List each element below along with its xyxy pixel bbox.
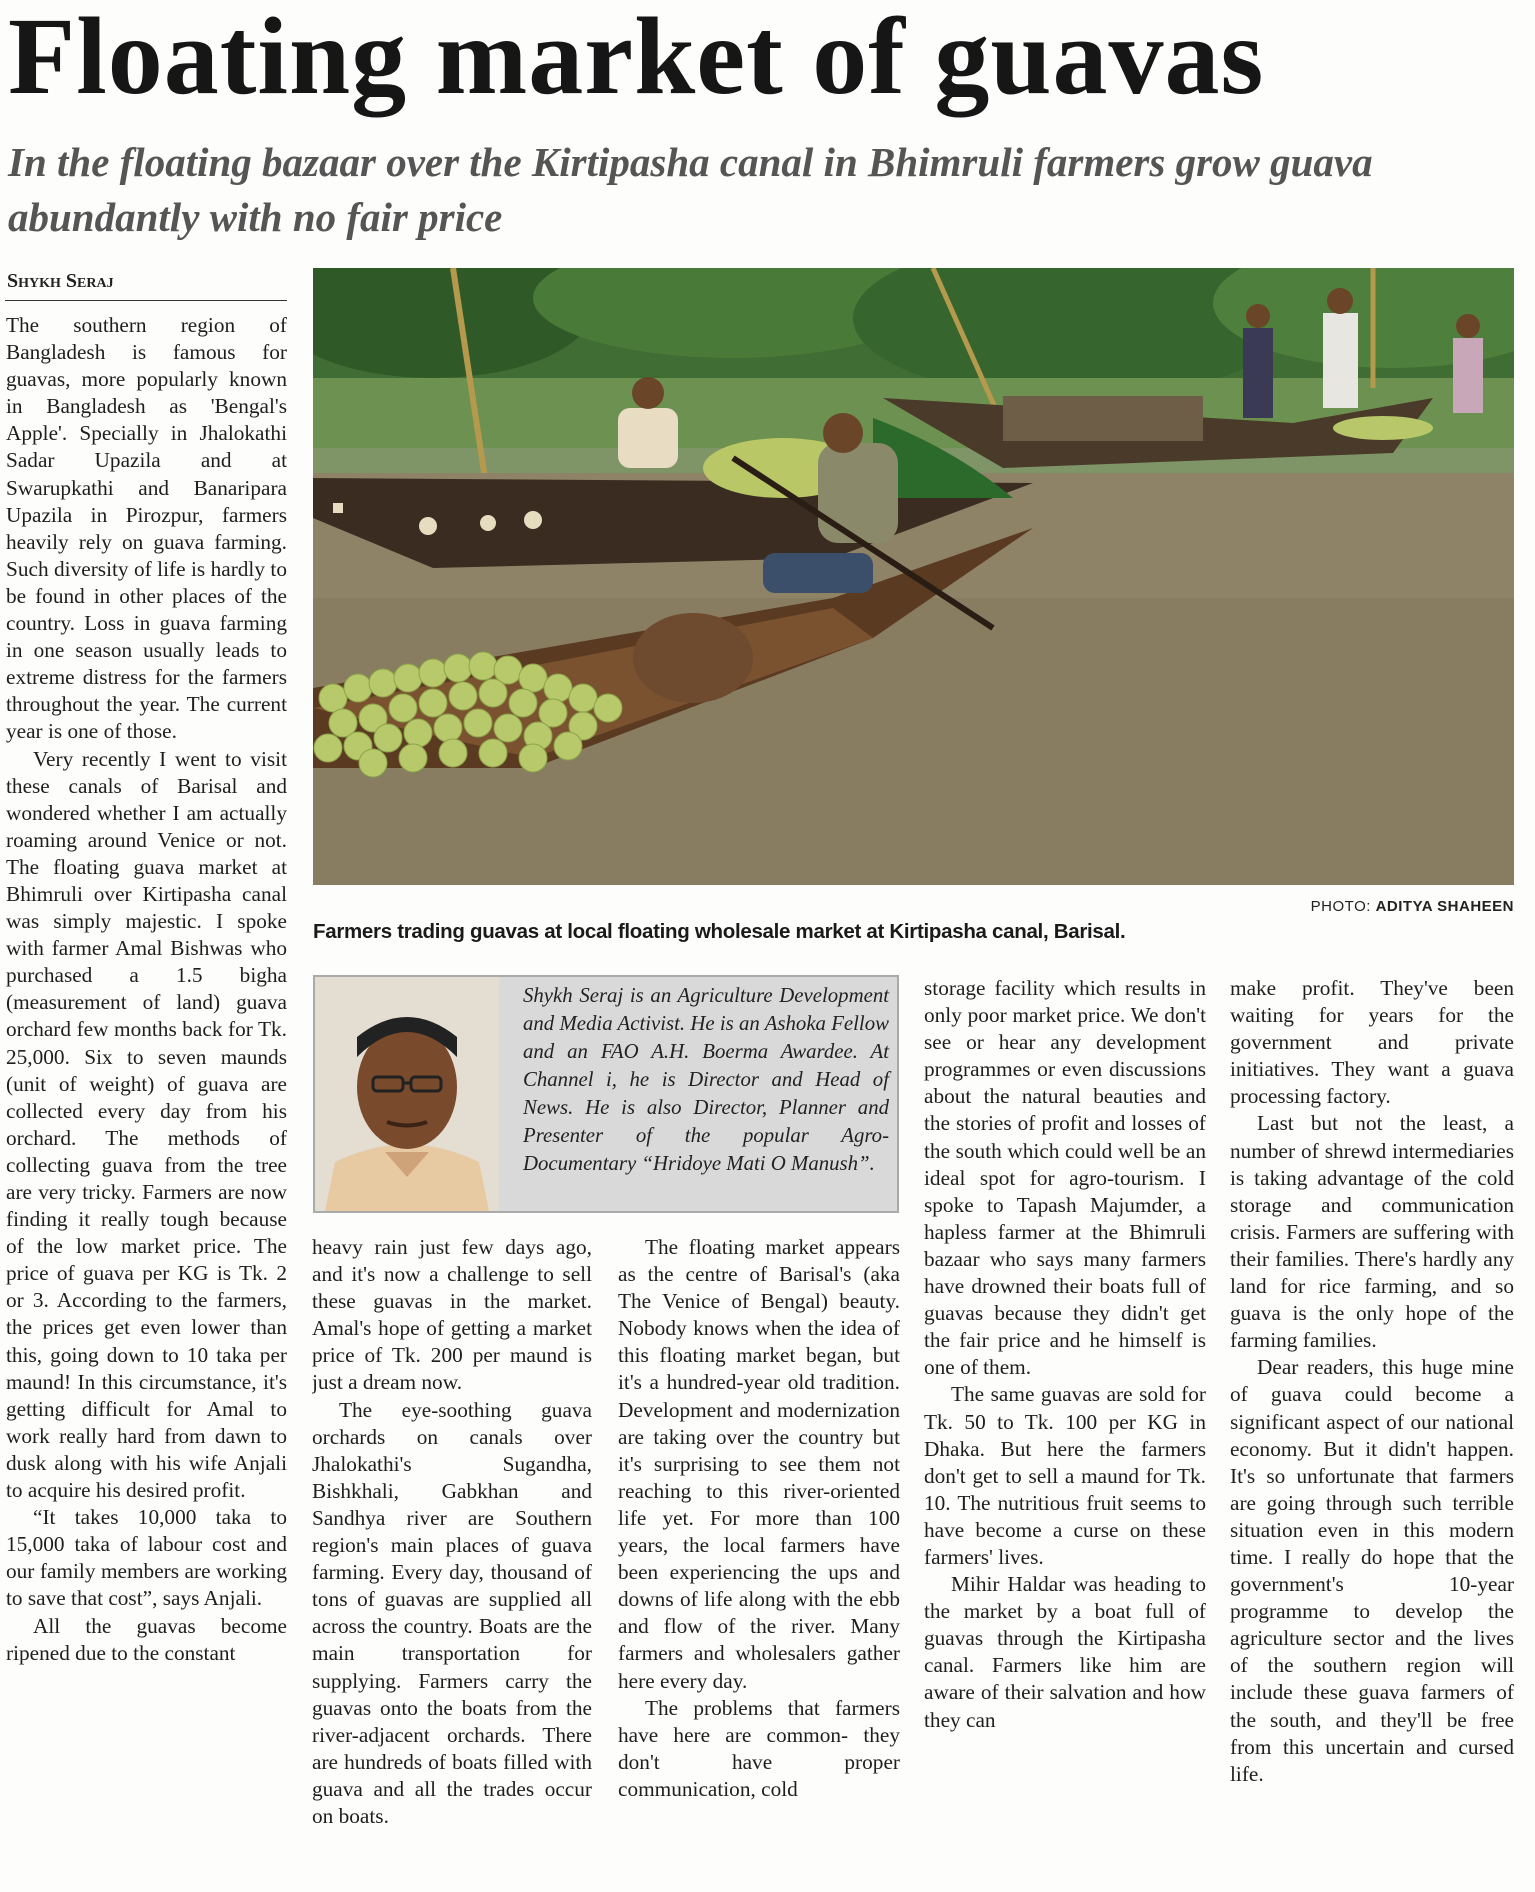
photo-credit (1100, 898, 1514, 915)
photo-credit-name: ADITYA SHAHEEN (1375, 898, 1514, 915)
paragraph: Mihir Haldar was heading to the market by a boat full of guavas through the Kirtipasha canal. Farmers like him are aware of their salvation and how they can (924, 1572, 1206, 1732)
author-info-box (313, 975, 899, 1213)
article-column-3 (618, 1234, 900, 1884)
photo-caption: Farmers trading guavas at local floating wholesale market at Kirtipasha canal, Barisal. (313, 920, 1126, 943)
photo-illustration (313, 268, 1514, 885)
paragraph: The problems that farmers have here are common- they don't have proper communication, cold (618, 1695, 900, 1801)
paragraph: All the guavas become ripened due to the constant (6, 1613, 287, 1665)
paragraph: Very recently I went to visit these canals of Barisal and wondered whether I am actually roaming around Venice or not. The floating guava market at Bhimruli over Kirtipasha canal was simply majestic. I spoke with farmer Amal Bishwas who purchased a 1.5 bigha (measurement of land) guava orchard few months back for Tk. 25,000. Six to seven maunds (unit of weight) of guava are collected every day from his orchard. The methods of collecting guava from the tree are very tricky. Farmers are now finding it really tough because of the low market price. The price of guava per KG is Tk. 2 or 3. According to the farmers, the prices get even lower than this, going down to 10 taka per maund! In this circumstance, it's getting difficult for Amal to work really hard from dawn to dusk along with his wife Anjali to acquire his desired profit. (6, 746, 287, 1503)
paragraph: storage facility which results in only poor market price. We don't see or hear any development programmes or even discussions about the natural beauties and the stories of profit and losses of the south which could well be an ideal spot for agro-tourism. I spoke to Tapash Majumder, a hapless farmer at the Bhimruli bazaar who says many farmers have drowned their boats full of guavas because they didn't get the fair price and he himself is one of them. (924, 976, 1206, 1380)
byline: Shykh Seraj (7, 270, 114, 292)
article-column-5 (1230, 975, 1514, 1885)
paragraph: Last but not the least, a number of shrewd intermediaries is taking advantage of the cold storage and communication crisis. Farmers are suffering with their families. There's hardly any land for rice farming, and so guava is the only hope of the farming families. (1230, 1111, 1514, 1353)
headline: Floating market of guavas (8, 0, 1265, 117)
article-column-2 (312, 1234, 592, 1884)
paragraph: The floating market appears as the centre of Barisal's (aka The Venice of Bengal) beauty. Nobody knows when the idea of this floating market began, but it's a hundred-year old tradition. Development and modernization are taking over the country but it's surprising to see them not reaching to this river-oriented life yet. For more than 100 years, the local farmers have been experiencing the ups and downs of life along with the ebb and flow of the river. Many farmers and wholesalers gather here every day. (618, 1235, 900, 1693)
main-photo-floating-market (313, 268, 1514, 885)
photo-credit-label: PHOTO: (1310, 898, 1371, 915)
author-bio: Shykh Seraj is an Agriculture Development and Media Activist. He is an Ashoka Fellow and an FAO A.H. Boerma Awardee. At Channel i, he is Director and Head of News. He is also Director, Planner and Presenter of the popular Agro-Documentary “Hridoye Mati O Manush”. (523, 984, 889, 1175)
paragraph: The eye-soothing guava orchards on canals over Jhalokathi's Sugandha, Bishkhali, Gabkhan and Sandhya river are Southern region's main places of guava farming. Every day, thousand of tons of guavas are supplied all across the country. Boats are the main transportation for supplying. Farmers carry the guavas onto the boats from the river-adjacent orchards. There are hundreds of boats filled with guava and all the trades occur on boats. (312, 1397, 592, 1828)
paragraph: heavy rain just few days ago, and it's now a challenge to sell these guavas in the market. Amal's hope of getting a market price of Tk. 200 per maund is just a dream now. (312, 1235, 592, 1395)
paragraph: The southern region of Bangladesh is famous for guavas, more popularly known in Bangladesh as 'Bengal's Apple'. Specially in Jhalokathi Sadar Upazila and at Swarupkathi and Banaripara Upazila in Pirozpur, farmers heavily rely on guava farming. Such diversity of life is hardly to be found in other places of the country. Loss in guava farming in one season usually leads to extreme distress for the farmers throughout the year. The current year is one of those. (6, 313, 287, 744)
byline-rule (5, 300, 287, 301)
author-portrait-illustration (315, 977, 499, 1211)
article-column-1 (6, 312, 287, 1882)
paragraph: Dear readers, this huge mine of guava could become a significant aspect of our national economy. But it didn't happen. It's so unfortunate that farmers are going through such terrible situation even in this modern time. I really do hope that the government's 10-year programme to develop the agriculture sector and the lives of the southern region will include these guava farmers of the south, and they'll be free from this uncertain and cursed life. (1230, 1355, 1514, 1786)
paragraph: “It takes 10,000 taka to 15,000 taka of labour cost and our family members are working to save that cost”, says Anjali. (6, 1505, 287, 1611)
article-column-4 (924, 975, 1206, 1885)
paragraph: make profit. They've been waiting for years for the government and private initiatives. They want a guava processing factory. (1230, 976, 1514, 1109)
subheadline: In the floating bazaar over the Kirtipasha canal in Bhimruli farmers grow guava abundantly with no fair price (8, 139, 1373, 240)
paragraph: The same guavas are sold for Tk. 50 to Tk. 100 per KG in Dhaka. But here the farmers don't get to sell a maund for Tk. 10. The nutritious fruit seems to have become a curse on these farmers' lives. (924, 1382, 1206, 1569)
author-portrait (315, 977, 499, 1211)
